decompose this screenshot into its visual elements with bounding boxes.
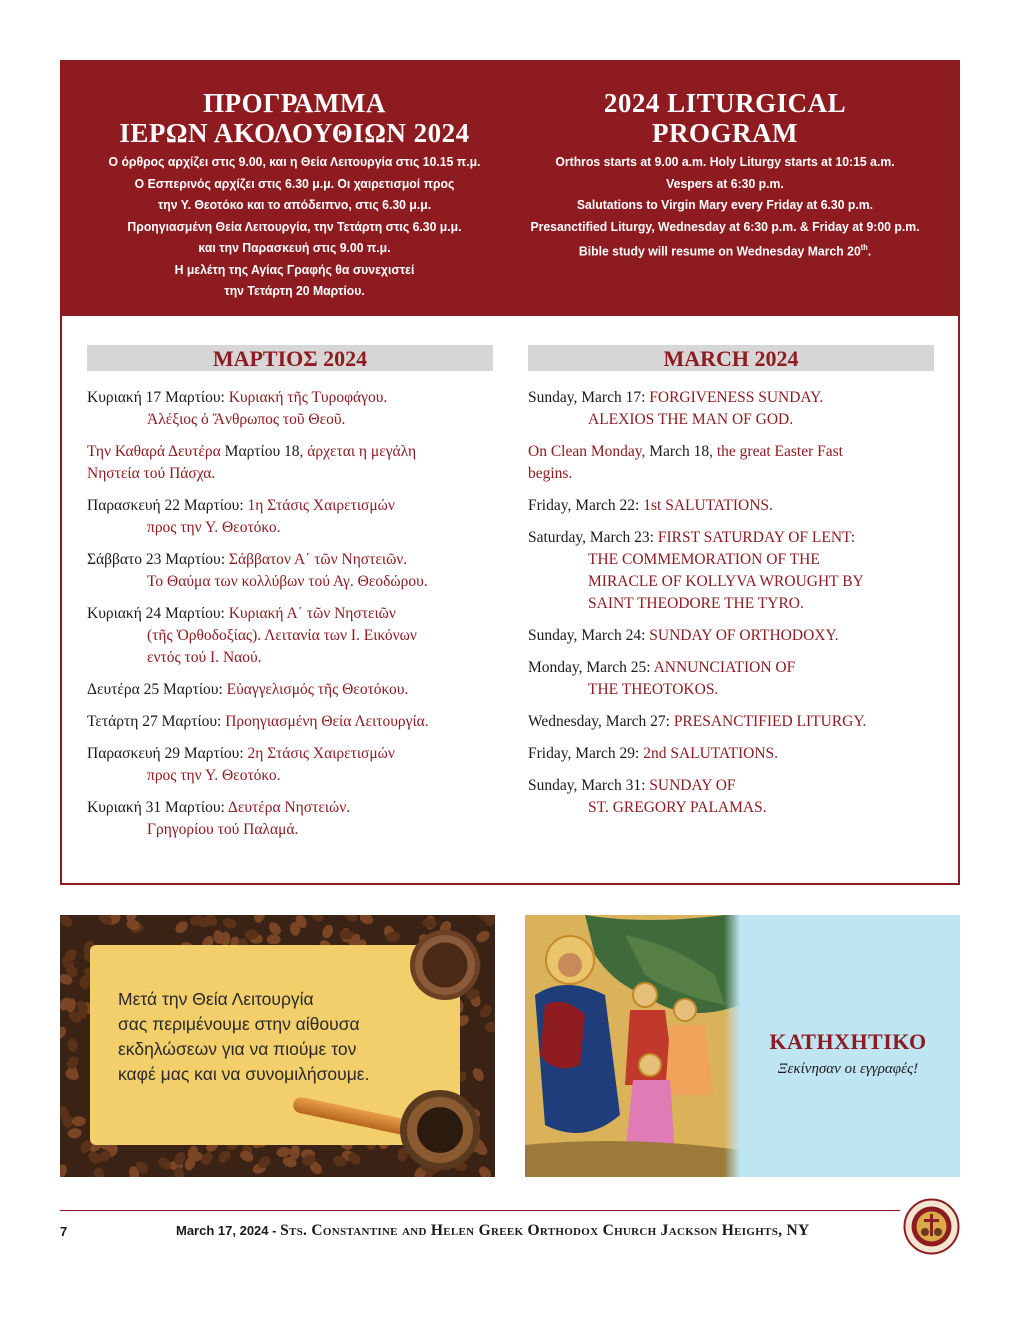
english-banner-column xyxy=(510,88,940,262)
greek-title-line-2: ΙΕΡΩΝ ΑΚΟΛΟΥΘΙΩΝ 2024 xyxy=(119,118,470,148)
schedule-event-continuation: Ἀλέξιος ὁ Ἄνθρωπος τοῦ Θεοῦ. xyxy=(147,411,346,428)
greek-month-heading: ΜΑΡΤΙΟΣ 2024 xyxy=(87,345,493,371)
schedule-entry-line xyxy=(87,549,507,571)
schedule-entry-line xyxy=(87,743,507,765)
schedule-event-continuation: εντός τού Ι. Ναού. xyxy=(147,649,262,666)
schedule-event-text: Σάββατον Α΄ τῶν Νηστειῶν. xyxy=(228,551,408,568)
schedule-date-label: Κυριακή 24 Μαρτίου: xyxy=(87,605,225,622)
schedule-entry xyxy=(528,657,948,701)
english-month-heading: MARCH 2024 xyxy=(528,345,934,371)
coffee-pot-icon xyxy=(400,1090,480,1170)
coffee-ad-line: σας περιμένουμε στην αίθουσα xyxy=(118,1014,360,1034)
schedule-event-text: Την Καθαρά Δευτέρα xyxy=(87,443,221,460)
coffee-ad-line: Μετά την Θεία Λειτουργία xyxy=(118,989,314,1009)
coffee-ad-line: εκδηλώσεων για να πιούμε τον xyxy=(118,1039,357,1059)
catechism-title: ΚΑΤΗΧΗΤΙΚΟ xyxy=(769,1029,927,1054)
banner-line: και την Παρασκευή στις 9.00 π.μ. xyxy=(198,240,391,255)
schedule-event-continuation: προς την Υ. Θεοτόκο. xyxy=(147,519,281,536)
coffee-bean xyxy=(267,934,281,944)
coffee-bean xyxy=(60,1024,68,1041)
greek-banner-text xyxy=(99,151,490,302)
coffee-bean xyxy=(60,1163,69,1177)
coffee-bean xyxy=(252,915,266,924)
schedule-entry xyxy=(87,679,507,701)
schedule-date-label: Τετάρτη 27 Μαρτίου: xyxy=(87,713,222,730)
schedule-entry-line xyxy=(528,657,948,679)
greek-banner-title xyxy=(82,88,507,148)
schedule-date-label: Friday, March 22: xyxy=(528,497,640,514)
schedule-event-continuation: MIRACLE OF KOLLYVA WROUGHT BY xyxy=(588,573,864,590)
greek-schedule-list xyxy=(87,387,507,851)
schedule-event-text: Προηγιασμένη Θεία Λειτουργία. xyxy=(225,713,429,730)
schedule-entry xyxy=(87,743,507,787)
schedule-date-label: Saturday, March 23: xyxy=(528,529,654,546)
coffee-bean xyxy=(478,1003,495,1020)
banner-line: Salutations to Virgin Mary every Friday at 6.30 p.m. xyxy=(576,197,874,212)
schedule-date-label: Μαρτίου 18 xyxy=(224,443,300,460)
schedule-event-continuation: (τῆς Ὀρθοδοξίας). Λειτανία των Ι. Εικόνων xyxy=(147,627,417,644)
schedule-entry-line xyxy=(528,527,948,549)
coffee-bean xyxy=(342,915,359,924)
schedule-entry xyxy=(87,387,507,431)
schedule-event-text: FORGIVENESS SUNDAY. xyxy=(649,389,824,406)
schedule-date-label: Κυριακή 17 Μαρτίου: xyxy=(87,389,225,406)
schedule-event-text: PRESANCTIFIED LITURGY. xyxy=(673,713,867,730)
coffee-bean xyxy=(477,1164,494,1177)
schedule-event-continuation: begins. xyxy=(528,465,573,482)
coffee-bean xyxy=(93,1167,105,1177)
schedule-event-text: 2η Στάσις Χαιρετισμών xyxy=(247,745,395,762)
coffee-bean xyxy=(72,1116,86,1126)
coffee-bean xyxy=(470,1066,486,1083)
schedule-entry xyxy=(528,625,948,647)
banner-line: την Υ. Θεοτόκο και το απόδειπνο, στις 6.30 μ.μ. xyxy=(157,197,432,212)
schedule-event-continuation: ST. GREGORY PALAMAS. xyxy=(588,799,767,816)
ordinal-suffix: th xyxy=(860,243,868,252)
schedule-entry-line xyxy=(87,679,507,701)
coffee-bean xyxy=(60,915,75,929)
schedule-event-continuation: Νηστεία τού Πάσχα. xyxy=(87,465,216,482)
schedule-entry xyxy=(528,527,948,615)
english-title-line-1: 2024 LITURGICAL xyxy=(603,88,847,118)
schedule-date-label: Wednesday, March 27: xyxy=(528,713,670,730)
english-title-line-2: PROGRAM xyxy=(652,118,798,148)
schedule-entry-line xyxy=(528,775,948,797)
schedule-date-label: Δευτέρα 25 Μαρτίου: xyxy=(87,681,223,698)
greek-banner-column xyxy=(82,88,507,302)
english-schedule-list xyxy=(528,387,948,829)
banner-line: Ο Εσπερινός αρχίζει στις 6.30 μ.μ. Οι χαιρετισμοί προς xyxy=(134,175,455,191)
catechism-ad xyxy=(525,915,960,1177)
banner-line: Η μελέτη της Αγίας Γραφής θα συνεχιστεί xyxy=(174,261,415,277)
coffee-cup-icon xyxy=(410,930,480,1000)
coffee-bean xyxy=(67,1128,82,1139)
schedule-entry xyxy=(528,743,948,765)
coffee-bean xyxy=(474,929,491,945)
schedule-event-text: SUNDAY OF ORTHODOXY. xyxy=(649,627,839,644)
footer-rule xyxy=(60,1210,900,1211)
schedule-entry xyxy=(87,603,507,669)
banner-line: Presanctified Liturgy, Wednesday at 6:30 p.m. & Friday at 9:00 p.m. xyxy=(530,218,920,234)
footer-church-name: Sts. Constantine and Helen Greek Orthodox Church Jackson Heights, NY xyxy=(280,1222,810,1239)
schedule-entry-line xyxy=(528,625,948,647)
banner-line: Vespers at 6:30 p.m. xyxy=(666,175,784,191)
schedule-entry xyxy=(87,441,507,485)
schedule-entry xyxy=(87,711,507,733)
page-number: 7 xyxy=(60,1224,68,1239)
schedule-event-text: Δευτέρα Νηστειών. xyxy=(227,799,351,816)
schedule-entry xyxy=(528,775,948,819)
greek-title-line-1: ΠΡΟΓΡΑΜΜΑ xyxy=(203,88,386,118)
coffee-bean xyxy=(80,975,90,989)
schedule-entry-line xyxy=(528,495,948,517)
banner-line xyxy=(527,237,923,262)
schedule-event-text: , άρχεται η μεγάλη xyxy=(299,443,417,460)
schedule-entry-line xyxy=(528,387,948,409)
schedule-event-text: SUNDAY OF xyxy=(649,777,736,794)
schedule-date-label: Monday, March 25: xyxy=(528,659,651,676)
schedule-event-continuation: Το Θαύμα των κολλύβων τού Αγ. Θεοδώρου. xyxy=(147,573,428,590)
church-seal-icon xyxy=(903,1198,960,1255)
coffee-bean xyxy=(358,915,375,926)
schedule-event-text: On Clean Monday, xyxy=(528,443,646,460)
liturgical-program-frame xyxy=(60,60,960,885)
schedule-date-label: Σάββατο 23 Μαρτίου: xyxy=(87,551,226,568)
banner-line: Προηγιασμένη Θεία Λειτουργία, την Τετάρτη στις 6.30 μ.μ. xyxy=(127,218,462,234)
schedule-event-text: 2nd SALUTATIONS. xyxy=(643,745,779,762)
schedule-event-continuation: προς την Υ. Θεοτόκο. xyxy=(147,767,281,784)
coffee-bean xyxy=(320,923,335,940)
english-banner-text xyxy=(527,151,923,262)
banner-line: Orthros starts at 9.00 a.m. Holy Liturgy starts at 10:15 a.m. xyxy=(555,154,895,169)
schedule-entry-line xyxy=(87,495,507,517)
program-banner xyxy=(62,62,958,316)
schedule-date-label: March 18 xyxy=(649,443,710,460)
footer-date: March 17, 2024 - xyxy=(176,1223,277,1238)
coffee-bean xyxy=(276,1146,291,1158)
english-banner-title xyxy=(510,88,940,148)
schedule-entry-line xyxy=(87,441,507,463)
schedule-entry-line xyxy=(528,743,948,765)
schedule-entry xyxy=(528,387,948,431)
schedule-event-text: Εὐαγγελισμός τῆς Θεοτόκου. xyxy=(226,681,409,698)
coffee-bean xyxy=(216,1148,233,1165)
catechism-subtitle: Ξεκίνησαν οι εγγραφές! xyxy=(777,1061,919,1077)
coffee-bean xyxy=(484,1021,495,1033)
schedule-entry-line xyxy=(87,603,507,625)
schedule-event-text: FIRST SATURDAY OF LENT: xyxy=(657,529,856,546)
schedule-entry xyxy=(528,711,948,733)
coffee-bean xyxy=(66,1037,78,1053)
coffee-bean xyxy=(221,916,238,931)
schedule-event-continuation: ALEXIOS THE MAN OF GOD. xyxy=(588,411,794,428)
schedule-entry-line xyxy=(528,441,948,463)
schedule-event-continuation: THE THEOTOKOS. xyxy=(588,681,719,698)
coffee-ad-line: καφέ μας και να συνομιλήσουμε. xyxy=(118,1064,370,1084)
schedule-event-text: ANNUNCIATION OF xyxy=(653,659,796,676)
christ-with-children-icon xyxy=(525,915,740,1177)
schedule-event-text: Κυριακή Α΄ τῶν Νηστειῶν xyxy=(228,605,396,622)
coffee-bean xyxy=(422,918,437,929)
schedule-date-label: Παρασκευή 22 Μαρτίου: xyxy=(87,497,244,514)
schedule-date-label: Κυριακή 31 Μαρτίου: xyxy=(87,799,225,816)
coffee-ad-text xyxy=(118,987,418,1087)
schedule-entry xyxy=(528,441,948,485)
schedule-date-label: Sunday, March 31: xyxy=(528,777,646,794)
schedule-event-text: 1st SALUTATIONS. xyxy=(643,497,773,514)
period: . xyxy=(867,243,872,259)
schedule-entry-line xyxy=(87,387,507,409)
schedule-event-text: 1η Στάσις Χαιρετισμών xyxy=(247,497,395,514)
coffee-bean xyxy=(340,930,354,940)
schedule-entry-line xyxy=(528,711,948,733)
schedule-entry xyxy=(87,495,507,539)
banner-line: Ο όρθρος αρχίζει στις 9.00, και η Θεία Λειτουργία στις 10.15 π.μ. xyxy=(108,154,481,169)
schedule-entry xyxy=(528,495,948,517)
banner-line: την Τετάρτη 20 Μαρτίου. xyxy=(224,283,365,298)
schedule-entry xyxy=(87,797,507,841)
coffee-bean xyxy=(64,1067,81,1082)
coffee-bean xyxy=(65,1054,81,1071)
bible-study-text: Bible study will resume on Wednesday March 20 xyxy=(578,243,861,259)
schedule-event-continuation: Γρηγορίου τού Παλαμά. xyxy=(147,821,299,838)
coffee-hour-ad xyxy=(60,915,495,1177)
schedule-event-continuation: SAINT THEODORE THE TYRO. xyxy=(588,595,804,612)
footer-text xyxy=(176,1222,809,1240)
coffee-bean xyxy=(484,915,495,927)
schedule-event-text: , the great Easter Fast xyxy=(709,443,843,460)
schedule-date-label: Sunday, March 24: xyxy=(528,627,646,644)
coffee-bean xyxy=(309,915,326,924)
schedule-date-label: Friday, March 29: xyxy=(528,745,640,762)
schedule-date-label: Παρασκευή 29 Μαρτίου: xyxy=(87,745,244,762)
schedule-event-text: Κυριακή τῆς Τυροφάγου. xyxy=(228,389,388,406)
schedule-event-continuation: THE COMMEMORATION OF THE xyxy=(588,551,820,568)
coffee-bean xyxy=(173,919,190,936)
schedule-entry-line xyxy=(87,711,507,733)
schedule-date-label: Sunday, March 17: xyxy=(528,389,646,406)
schedule-entry xyxy=(87,549,507,593)
schedule-entry-line xyxy=(87,797,507,819)
